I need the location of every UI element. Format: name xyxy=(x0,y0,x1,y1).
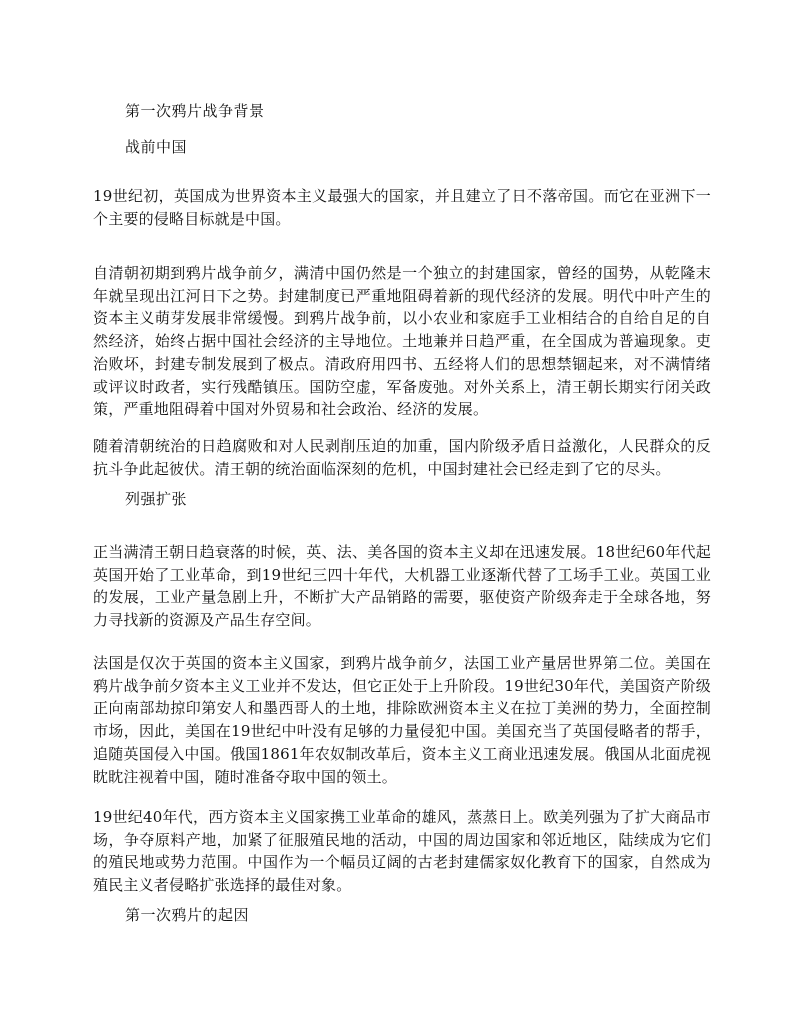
paragraph: 随着清朝统治的日趋腐败和对人民剥削压迫的加重，国内阶级矛盾日益激化，人民群众的反抗斗争此起彼伏。清王朝的统治面临深刻的危机，中国封建社会已经走到了它的尽头。 xyxy=(93,437,711,478)
document-title: 第一次鸦片战争背景 xyxy=(125,102,265,120)
paragraph: 19世纪初，英国成为世界资本主义最强大的国家，并且建立了日不落帝国。而它在亚洲下一个主要的侵略目标就是中国。 xyxy=(93,187,711,228)
section-heading-powers-expansion: 列强扩张 xyxy=(125,490,188,508)
paragraph: 正当满清王朝日趋衰落的时候，英、法、美各国的资本主义却在迅速发展。18世纪60年代起英国开始了工业革命，到19世纪三四十年代，大机器工业逐渐代替了工场手工业。英国工业的发展，工业产量急剧上升，不断扩大产品销路的需要，驱使资产阶级奔走于全球各地，努力寻找新的资源及产品生存空间。 xyxy=(93,543,711,630)
section-heading-prewar-china: 战前中国 xyxy=(125,138,188,156)
section-heading-war-origin: 第一次鸦片的起因 xyxy=(125,906,250,924)
paragraph: 法国是仅次于英国的资本主义国家，到鸦片战争前夕，法国工业产量居世界第二位。美国在鸦片战争前夕资本主义工业并不发达，但它正处于上升阶段。19世纪30年代，美国资产阶级正向南部劫掠印第安人和墨西哥人的土地，排除欧洲资本主义在拉丁美洲的势力，全面控制市场，因此，美国在19世纪中叶没有足够的力量侵犯中国。美国充当了英国侵略者的帮手，追随英国侵入中国。俄国1861年农奴制改革后，资本主义工商业迅速发展。俄国从北面虎视眈眈注视着中国，随时准备夺取中国的领土。 xyxy=(93,654,711,786)
paragraph: 19世纪40年代，西方资本主义国家携工业革命的雄风，蒸蒸日上。欧美列强为了扩大商品市场，争夺原料产地，加紧了征服殖民地的活动，中国的周边国家和邻近地区，陆续成为它们的殖民地或势力范围。中国作为一个幅员辽阔的古老封建儒家奴化教育下的国家，自然成为殖民主义者侵略扩张选择的最佳对象。 xyxy=(93,808,711,895)
paragraph: 自清朝初期到鸦片战争前夕，满清中国仍然是一个独立的封建国家，曾经的国势，从乾隆末年就呈现出江河日下之势。封建制度已严重地阻碍着新的现代经济的发展。明代中叶产生的资本主义萌芽发展非常缓慢。到鸦片战争前，以小农业和家庭手工业相结合的自给自足的自然经济，始终占据中国社会经济的主导地位。土地兼并日趋严重，在全国成为普遍现象。吏治败坏，封建专制发展到了极点。清政府用四书、五经将人们的思想禁锢起来，对不满情绪或评议时政者，实行残酷镇压。国防空虚，军备废弛。对外关系上，清王朝长期实行闭关政策，严重地阻碍着中国对外贸易和社会政治、经济的发展。 xyxy=(93,264,711,419)
